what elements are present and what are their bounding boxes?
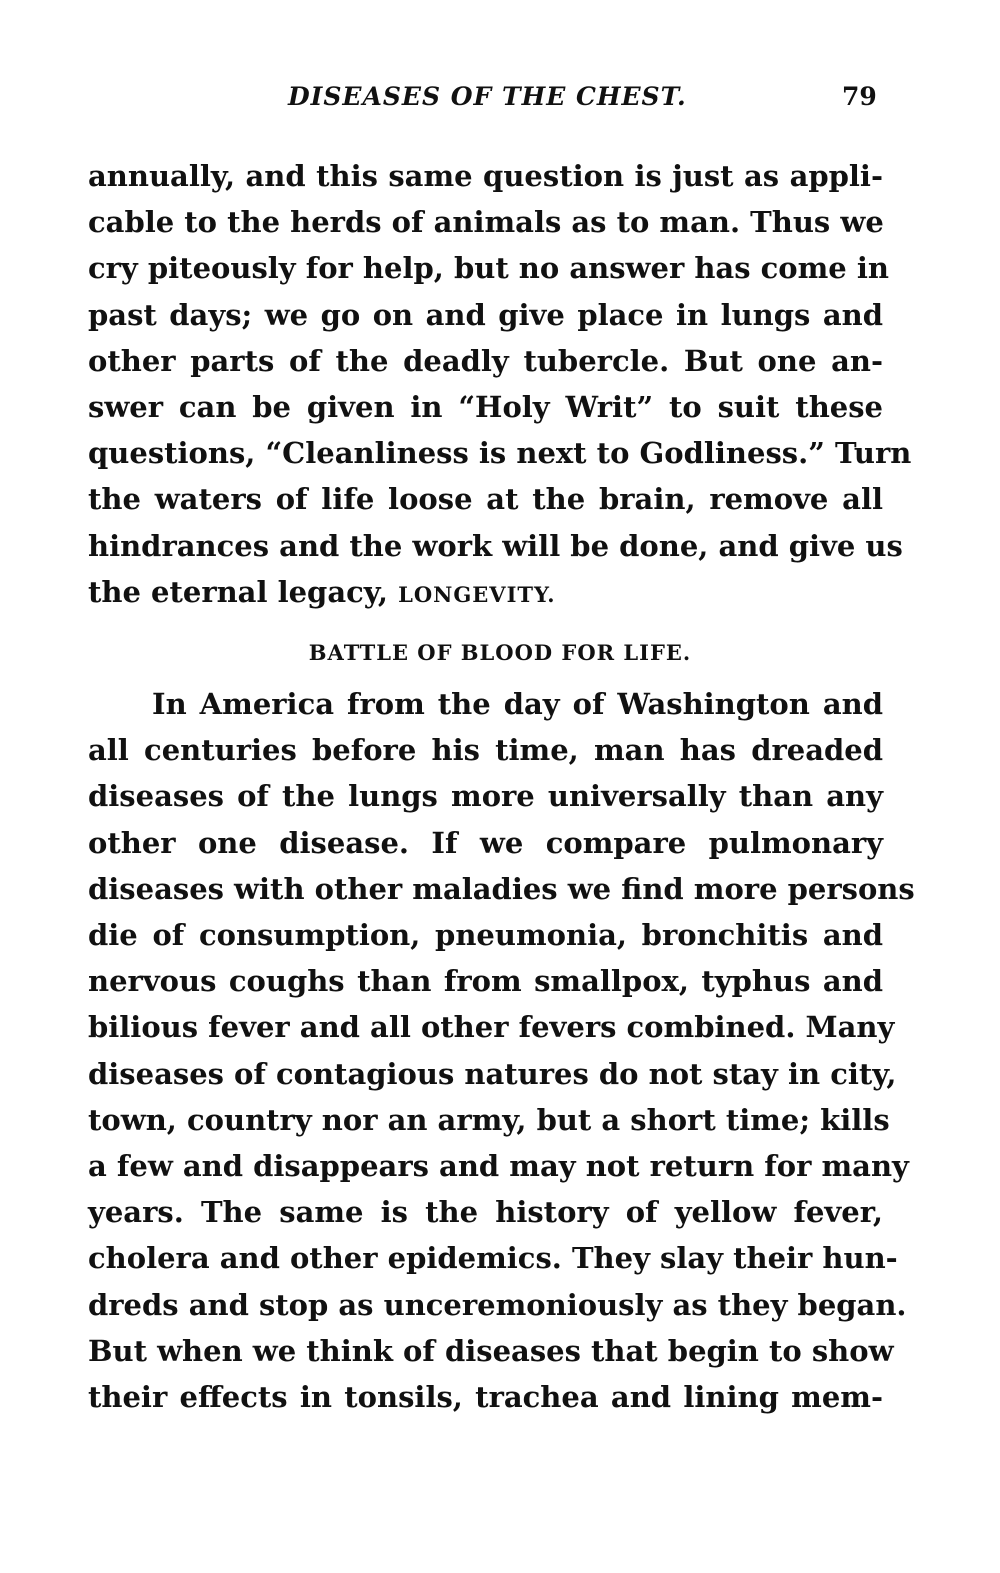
section-heading: BATTLE OF BLOOD FOR LIFE. <box>308 640 692 665</box>
paragraph-line: other parts of the deadly tubercle. But one an- <box>88 343 883 378</box>
paragraph-line: questions, “Cleanliness is next to Godliness.” Turn <box>88 436 912 471</box>
page-number: 79 <box>842 82 877 111</box>
paragraph-line: cable to the herds of animals as to man. Thus we <box>88 205 884 240</box>
paragraph-line <box>88 572 883 615</box>
paragraph-line: But when we think of diseases that begin to show <box>88 1333 894 1368</box>
paragraph-line: diseases of the lungs more universally than any <box>88 779 883 814</box>
paragraph-line: nervous coughs than from smallpox, typhus and <box>88 964 883 999</box>
paragraph-line: the waters of life loose at the brain, remove all <box>88 482 883 517</box>
paragraph-line: die of consumption, pneumonia, bronchitis and <box>88 918 883 952</box>
page-header <box>0 82 1000 122</box>
paragraph-line: annually, and this same question is just as appli- <box>88 159 883 193</box>
paragraph-line: years. The same is the history of yellow fever, <box>88 1195 883 1230</box>
running-title: DISEASES OF THE CHEST. <box>288 82 687 111</box>
paragraph-line: other one disease. If we compare pulmonary <box>88 825 883 860</box>
paragraph-line: cholera and other epidemics. They slay their hun- <box>88 1241 898 1276</box>
paragraph-line: cry piteously for help, but no answer has come in <box>88 251 889 286</box>
paragraph-line: past days; we go on and give place in lungs and <box>88 297 883 332</box>
line-text: the eternal legacy, <box>88 575 388 609</box>
paragraph-line: diseases with other maladies we find more persons <box>88 871 915 906</box>
paragraph-line: their effects in tonsils, trachea and lining mem- <box>88 1380 883 1414</box>
paragraph-line: a few and disappears and may not return for many <box>88 1149 909 1183</box>
paragraph-line: town, country nor an army, but a short time; kills <box>88 1102 890 1137</box>
paragraph-line: dreds and stop as unceremoniously as they began. <box>88 1287 907 1322</box>
paragraph-line: In America from the day of Washington and <box>152 687 883 721</box>
paragraph-line: all centuries before his time, man has dreaded <box>88 733 883 768</box>
paragraph-line: diseases of contagious natures do not stay in city, <box>88 1056 897 1091</box>
small-caps-word: LONGEVITY. <box>398 582 556 607</box>
paragraph-line: swer can be given in “Holy Writ” to suit these <box>88 390 883 424</box>
paragraph-line: hindrances and the work will be done, and give us <box>88 528 903 563</box>
paragraph-line: bilious fever and all other fevers combined. Many <box>88 1010 895 1045</box>
